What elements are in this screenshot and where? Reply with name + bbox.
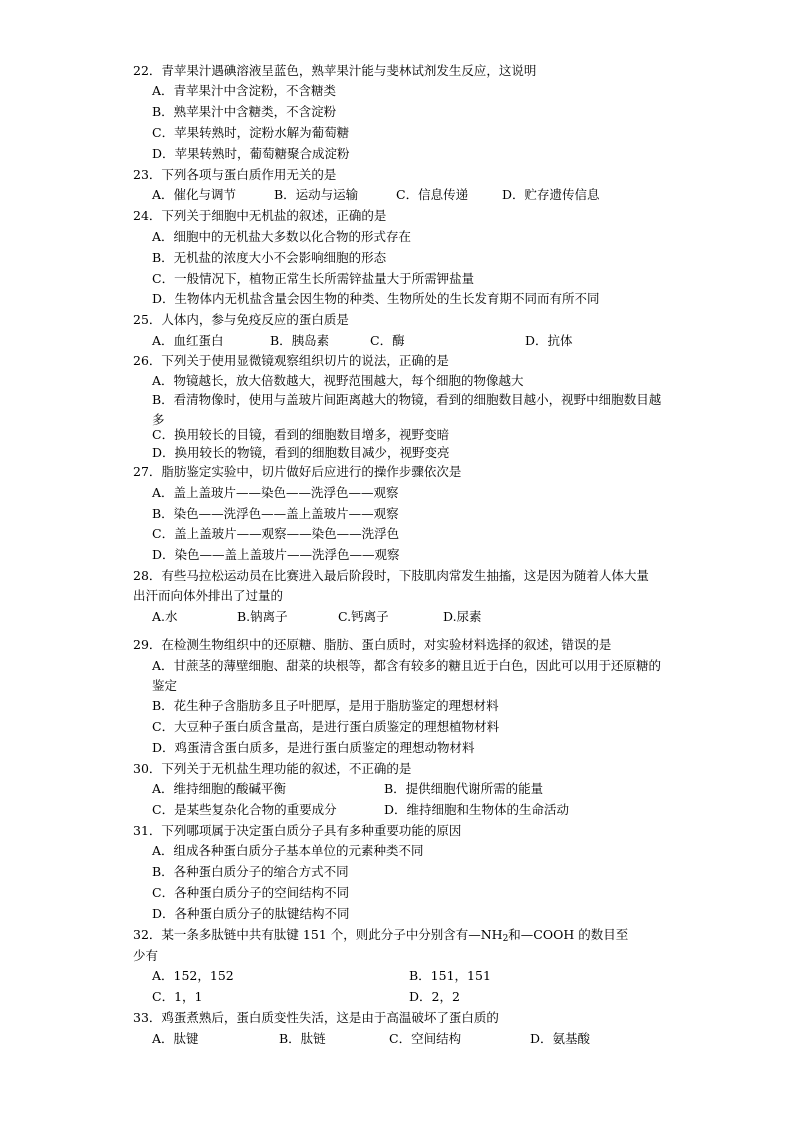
question-31-option-a: A．组成各种蛋白质分子基本单位的元素种类不同 [152, 843, 424, 858]
question-32-option-c: C．1，1 [152, 989, 203, 1004]
question-31-option-d: D．各种蛋白质分子的肽键结构不同 [152, 906, 350, 921]
question-29-option-c: C．大豆种子蛋白质含量高，是进行蛋白质鉴定的理想植物材料 [152, 719, 500, 734]
question-22-option-d: D．苹果转熟时，葡萄糖聚合成淀粉 [152, 146, 350, 161]
question-22-option-a: A．青苹果汁中含淀粉，不含糖类 [152, 83, 337, 98]
question-22-stem: 22．青苹果汁遇碘溶液呈蓝色，熟苹果汁能与斐林试剂发生反应，这说明 [133, 63, 537, 78]
question-28-option-d: D.尿素 [443, 609, 482, 624]
question-26-option-c: C．换用较长的目镜，看到的细胞数目增多，视野变暗 [152, 427, 450, 442]
question-33-option-a: A．肽键 [152, 1031, 199, 1046]
question-32-option-b: B．151，151 [409, 968, 491, 983]
question-23-option-a: A．催化与调节 [152, 187, 237, 202]
question-26-stem: 26．下列关于使用显微镜观察组织切片的说法，正确的是 [133, 353, 449, 368]
question-22-option-b: B．熟苹果汁中含糖类，不含淀粉 [152, 104, 337, 119]
question-31-option-b: B．各种蛋白质分子的缩合方式不同 [152, 864, 349, 879]
question-22-option-c: C．苹果转熟时，淀粉水解为葡萄糖 [152, 125, 350, 140]
question-32-stem-subscript: 2 [502, 934, 509, 944]
question-24-stem: 24．下列关于细胞中无机盐的叙述，正确的是 [133, 208, 387, 223]
question-27-option-c: C．盖上盖玻片——观察——染色——洗浮色 [152, 526, 400, 541]
question-32-stem-part1: 32．某一条多肽链中共有肽键 151 个，则此分子中分别含有—NH [133, 927, 503, 942]
question-25-option-a: A．血红蛋白 [152, 333, 224, 348]
question-26-option-a: A．物镜越长，放大倍数越大，视野范围越大，每个细胞的物像越大 [152, 373, 524, 388]
question-33-option-d: D．氨基酸 [530, 1031, 591, 1046]
question-32-stem-part2: 和—COOH 的数目至 [508, 927, 629, 942]
question-29-option-b: B．花生种子含脂肪多且子叶肥厚，是用于脂肪鉴定的理想材料 [152, 698, 499, 713]
question-31-stem: 31．下列哪项属于决定蛋白质分子具有多种重要功能的原因 [133, 823, 462, 838]
question-30-option-a: A．维持细胞的酸碱平衡 [152, 781, 287, 796]
question-27-stem: 27．脂肪鉴定实验中，切片做好后应进行的操作步骤依次是 [133, 464, 462, 479]
question-25-option-b: B．胰岛素 [270, 333, 330, 348]
question-25-option-d: D．抗体 [525, 333, 573, 348]
question-24-option-a: A．细胞中的无机盐大多数以化合物的形式存在 [152, 229, 412, 244]
question-28-option-a: A.水 [152, 609, 178, 624]
question-33-option-c: C．空间结构 [389, 1031, 462, 1046]
question-24-option-c: C．一般情况下，植物正常生长所需锌盐量大于所需钾盐量 [152, 271, 475, 286]
question-32-option-d: D．2，2 [409, 989, 460, 1004]
question-25-stem: 25．人体内，参与免疫反应的蛋白质是 [133, 312, 349, 327]
question-29-option-a: A．甘蔗茎的薄壁细胞、甜菜的块根等，都含有较多的糖且近于白色，因此可以用于还原糖的鉴定 [152, 658, 662, 693]
question-26-option-d: D．换用较长的物镜，看到的细胞数目减少，视野变亮 [152, 445, 450, 460]
question-23-option-b: B．运动与运输 [274, 187, 359, 202]
question-27-option-d: D．染色——盖上盖玻片——洗浮色——观察 [152, 547, 400, 562]
question-27-option-b: B．染色——洗浮色——盖上盖玻片——观察 [152, 506, 399, 521]
question-25-option-c: C．酶 [370, 333, 405, 348]
question-28-stem: 28．有些马拉松运动员在比赛进入最后阶段时，下肢肌肉常发生抽搐，这是因为随着人体大量出汗而向体外排出了过量的 [133, 568, 649, 603]
question-29-stem: 29．在检测生物组织中的还原糖、脂肪、蛋白质时，对实验材料选择的叙述，错误的是 [133, 637, 612, 652]
question-30-option-c: C．是某些复杂化合物的重要成分 [152, 802, 337, 817]
question-30-option-b: B．提供细胞代谢所需的能量 [384, 781, 544, 796]
question-32-option-a: A．152，152 [152, 968, 234, 983]
question-28-option-b: B.钠离子 [237, 609, 288, 624]
question-23-option-c: C．信息传递 [396, 187, 469, 202]
question-26-option-b: B．看清物像时，使用与盖玻片间距离越大的物镜，看到的细胞数目越小，视野中细胞数目越多 [152, 392, 662, 427]
question-33-stem: 33．鸡蛋煮熟后，蛋白质变性失活，这是由于高温破坏了蛋白质的 [133, 1010, 499, 1025]
question-32-stem [133, 925, 628, 945]
question-29-option-d: D．鸡蛋清含蛋白质多，是进行蛋白质鉴定的理想动物材料 [152, 740, 475, 755]
question-30-stem: 30．下列关于无机盐生理功能的叙述，不正确的是 [133, 761, 412, 776]
question-27-option-a: A．盖上盖玻片——染色——洗浮色——观察 [152, 485, 399, 500]
question-24-option-b: B．无机盐的浓度大小不会影响细胞的形态 [152, 250, 387, 265]
question-30-option-d: D．维持细胞和生物体的生命活动 [384, 802, 570, 817]
question-28-option-c: C.钙离子 [338, 609, 389, 624]
question-23-stem: 23．下列各项与蛋白质作用无关的是 [133, 167, 337, 182]
question-32-stem-line2: 少有 [133, 948, 159, 963]
question-23-option-d: D．贮存遗传信息 [502, 187, 600, 202]
question-33-option-b: B．肽链 [279, 1031, 326, 1046]
question-24-option-d: D．生物体内无机盐含量会因生物的种类、生物所处的生长发育期不同而有所不同 [152, 291, 600, 306]
question-31-option-c: C．各种蛋白质分子的空间结构不同 [152, 885, 350, 900]
